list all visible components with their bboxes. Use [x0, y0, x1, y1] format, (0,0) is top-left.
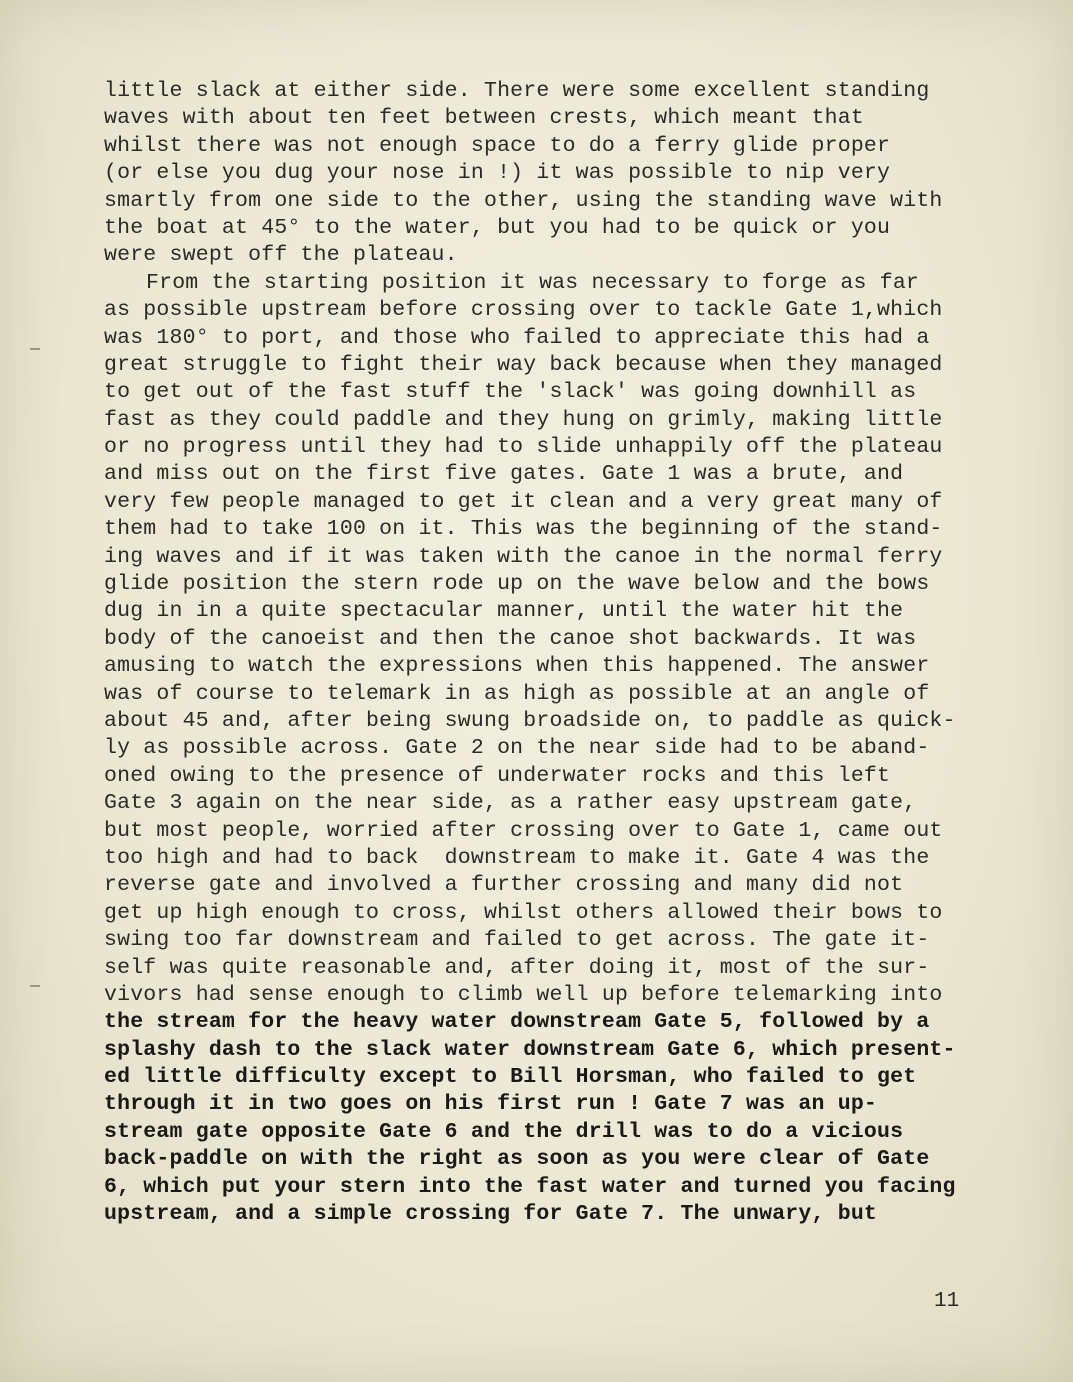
text-line: back-paddle on with the right as soon as you were clear of Gate — [104, 1147, 930, 1172]
text-line: but most people, worried after crossing over to Gate 1, came out — [104, 818, 943, 843]
text-line: too high and had to back downstream to make it. Gate 4 was the — [104, 845, 930, 870]
margin-mark — [30, 348, 40, 350]
text-line: or no progress until they had to slide unhappily off the plateau — [104, 435, 943, 460]
text-line: swing too far downstream and failed to get across. The gate it- — [104, 928, 930, 953]
text-line: 6, which put your stern into the fast water and turned you facing — [104, 1174, 956, 1199]
text-line: great struggle to fight their way back because when they managed — [104, 352, 943, 377]
text-line: (or else you dug your nose in !) it was possible to nip very — [104, 161, 891, 186]
text-line: oned owing to the presence of underwater rocks and this left — [104, 763, 891, 788]
text-line: very few people managed to get it clean and a very great many of — [104, 489, 943, 514]
text-line: little slack at either side. There were some excellent standing — [104, 79, 930, 103]
text-line: them had to take 100 on it. This was the beginning of the stand- — [104, 517, 943, 542]
paragraph-start-line: From the starting position it was necessary to forge as far — [146, 270, 920, 295]
text-line: amusing to watch the expressions when this happened. The answer — [104, 654, 930, 679]
page-number: 11 — [934, 1290, 960, 1313]
text-line: dug in in a quite spectacular manner, until the water hit the — [104, 599, 904, 624]
text-line: as possible upstream before crossing over to tackle Gate 1,which — [104, 298, 943, 323]
text-line: the stream for the heavy water downstream Gate 5, followed by a — [104, 1010, 930, 1035]
text-line: was of course to telemark in as high as possible at an angle of — [104, 681, 930, 706]
text-line: the boat at 45° to the water, but you had to be quick or you — [104, 215, 891, 240]
text-line: splashy dash to the slack water downstream Gate 6, which present- — [104, 1037, 956, 1062]
text-line: upstream, and a simple crossing for Gate 7. The unwary, but — [104, 1202, 878, 1227]
text-line: ed little difficulty except to Bill Horsman, who failed to get — [104, 1065, 917, 1090]
text-line: was 180° to port, and those who failed to appreciate this had a — [104, 325, 930, 350]
text-line: self was quite reasonable and, after doing it, most of the sur- — [104, 955, 930, 980]
text-line: and miss out on the first five gates. Gate 1 was a brute, and — [104, 462, 904, 487]
text-line: glide position the stern rode up on the wave below and the bows — [104, 572, 930, 597]
text-line: stream gate opposite Gate 6 and the drill was to do a vicious — [104, 1119, 904, 1144]
text-line: get up high enough to cross, whilst others allowed their bows to — [104, 900, 943, 925]
text-line: about 45 and, after being swung broadside on, to paddle as quick- — [104, 708, 956, 733]
text-line: body of the canoeist and then the canoe shot backwards. It was — [104, 626, 917, 651]
text-line: waves with about ten feet between crests, which meant that — [104, 106, 864, 131]
text-line: smartly from one side to the other, using the standing wave with — [104, 188, 943, 213]
text-line: through it in two goes on his first run ! Gate 7 was an up- — [104, 1092, 878, 1117]
text-line: ly as possible across. Gate 2 on the near side had to be aband- — [104, 736, 930, 761]
text-line: reverse gate and involved a further crossing and many did not — [104, 873, 904, 898]
text-line: Gate 3 again on the near side, as a rather easy upstream gate, — [104, 791, 917, 816]
text-line: to get out of the fast stuff the 'slack' was going downhill as — [104, 380, 917, 405]
margin-mark — [30, 985, 40, 987]
text-line: vivors had sense enough to climb well up before telemarking into — [104, 982, 943, 1007]
text-line: whilst there was not enough space to do a ferry glide proper — [104, 133, 891, 158]
body-text — [104, 78, 1024, 1228]
text-line: ing waves and if it was taken with the canoe in the normal ferry — [104, 544, 943, 569]
text-line: were swept off the plateau. — [104, 243, 458, 268]
text-line: fast as they could paddle and they hung on grimly, making little — [104, 407, 943, 432]
